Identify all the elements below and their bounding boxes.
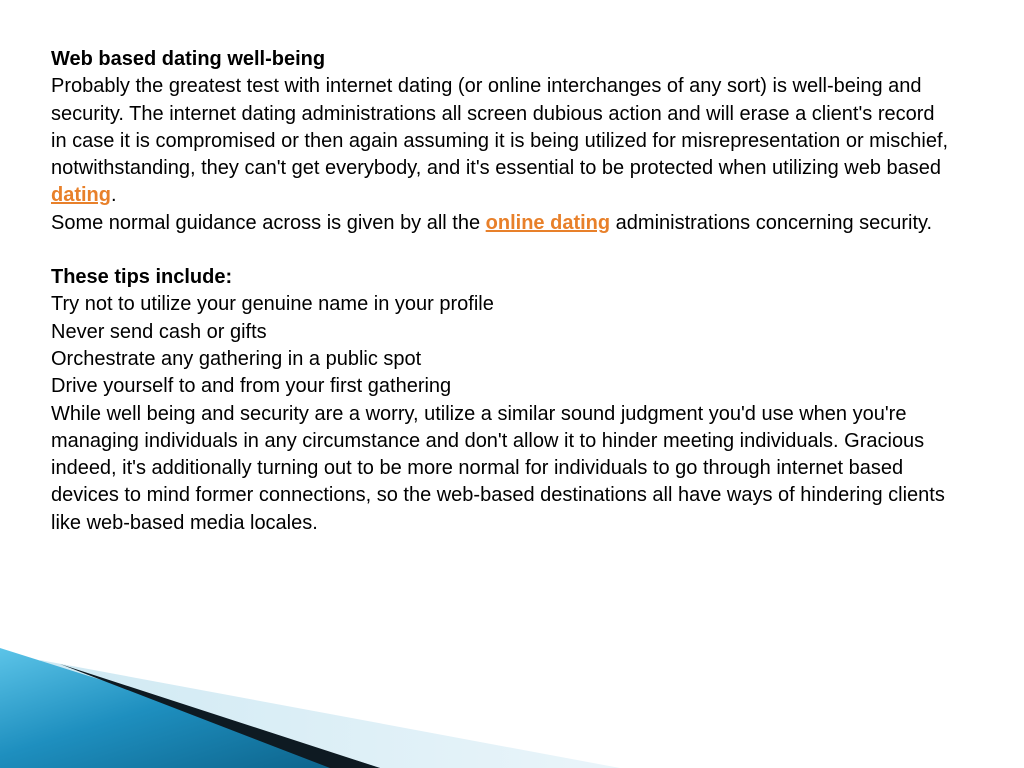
section-heading: Web based dating well-being [51, 48, 326, 70]
tip-item: Never send cash or gifts [51, 320, 267, 343]
guidance-paragraph-end: administrations concerning security. [610, 211, 933, 234]
paragraph-spacer [51, 237, 951, 264]
intro-paragraph [51, 73, 951, 209]
guidance-paragraph [51, 210, 951, 237]
slide-body [51, 46, 951, 537]
intro-paragraph-text: Probably the greatest test with internet dating (or online interchanges of any sort) is well-being and security. The internet dating administrations all screen dubious action and will erase a client's record in case it is compromised or then again assuming it is being utilized for misrepresentation or mischief, notwithstanding, they can't get everybody, and it's essential to be protected when utilizing web based [51, 75, 949, 180]
guidance-paragraph-text: Some normal guidance across is given by all the [51, 211, 486, 234]
intro-paragraph-end: . [111, 184, 117, 207]
online-dating-link[interactable]: online dating [485, 211, 611, 234]
closing-paragraph: While well being and security are a worry, utilize a similar sound judgment you'd use when you're managing individuals in any circumstance and don't allow it to hinder meeting individuals. Gracious indeed, it's additionally turning out to be more normal for individuals to go through internet based devices to mind former connections, so the web-based destinations all have ways of hindering clients like web-based media locales. [51, 402, 945, 534]
tip-item: Try not to utilize your genuine name in your profile [51, 293, 494, 316]
tip-item: Drive yourself to and from your first gathering [51, 375, 452, 398]
tips-heading: These tips include: [51, 266, 233, 289]
tip-item: Orchestrate any gathering in a public spot [51, 347, 422, 370]
dating-link[interactable]: dating [51, 184, 111, 207]
